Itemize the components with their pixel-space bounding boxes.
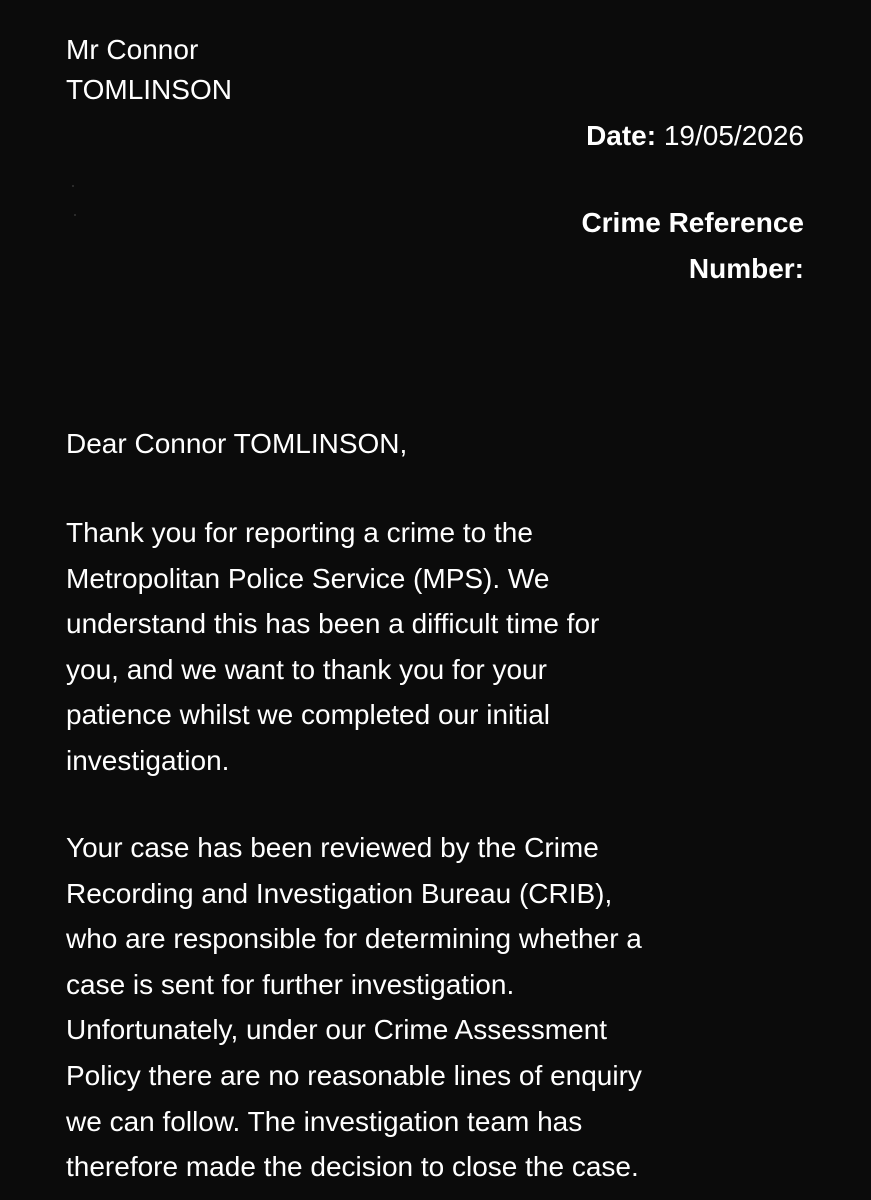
paragraph-line: case is sent for further investigation. xyxy=(66,968,515,1000)
paragraph-line: therefore made the decision to close the case. xyxy=(66,1151,639,1183)
addressee-name-line: Mr Connor xyxy=(66,34,199,65)
paragraph-line: Metropolitan Police Service (MPS). We xyxy=(66,562,550,594)
addressee-surname-line: TOMLINSON xyxy=(66,74,232,105)
redaction-speck xyxy=(74,214,76,216)
paragraph-case-review xyxy=(66,825,826,1190)
paragraph-line: who are responsible for determining whether a xyxy=(66,923,642,955)
paragraph-line: Thank you for reporting a crime to the xyxy=(66,517,533,548)
paragraph-line: you, and we want to thank you for your xyxy=(66,653,547,685)
crime-reference-line-2: Number: xyxy=(688,253,804,284)
paragraph-line: patience whilst we completed our initial xyxy=(66,699,551,731)
paragraph-thank-you xyxy=(66,510,826,784)
crime-reference-label xyxy=(581,200,804,292)
paragraph-line: Unfortunately, under our Crime Assessment xyxy=(66,1014,608,1046)
paragraph-line: Your case has been reviewed by the Crime xyxy=(66,832,599,863)
date-label: Date: xyxy=(586,120,657,151)
paragraph-line: Policy there are no reasonable lines of enquiry xyxy=(66,1059,642,1091)
paragraph-line: investigation. xyxy=(66,744,230,776)
paragraph-line: understand this has been a difficult time for xyxy=(66,608,600,640)
date-value: 19/05/2026 xyxy=(663,120,804,151)
addressee-block xyxy=(66,30,232,110)
crime-reference-line-1: Crime Reference xyxy=(581,207,804,238)
salutation: Dear Connor TOMLINSON, xyxy=(66,428,408,459)
paragraph-line: we can follow. The investigation team has xyxy=(66,1105,583,1137)
date-line xyxy=(586,116,804,156)
redaction-speck xyxy=(72,185,74,187)
paragraph-line: Recording and Investigation Bureau (CRIB), xyxy=(66,877,613,909)
